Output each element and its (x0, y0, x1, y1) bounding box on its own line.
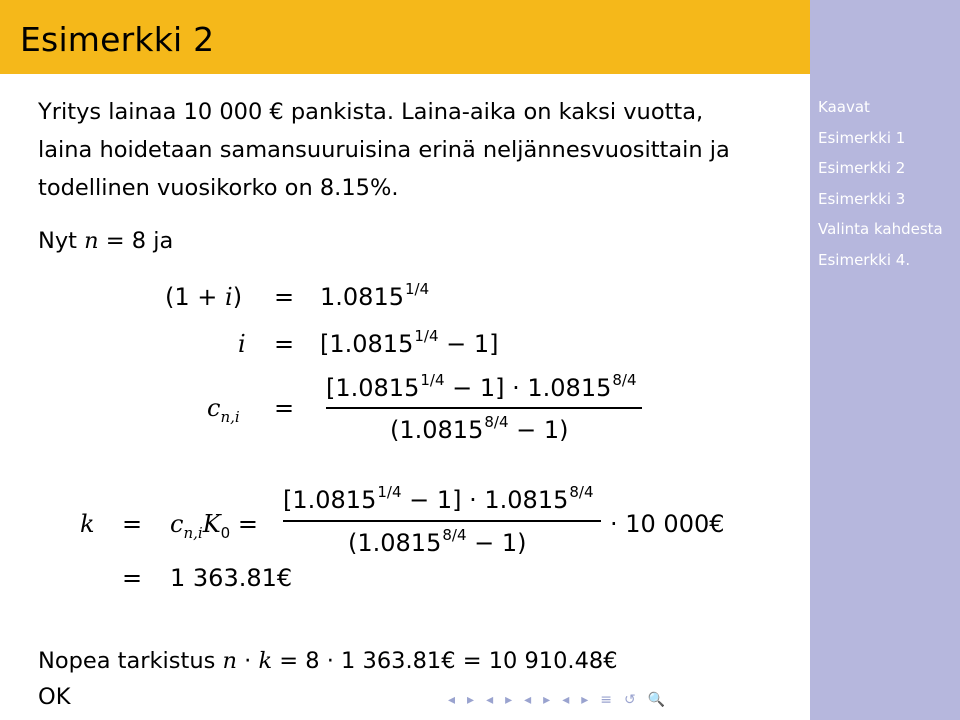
equation-2-lhs (238, 330, 246, 358)
nyt-rest: = 8 ja (105, 228, 174, 254)
problem-paragraph (38, 93, 798, 207)
eq2-open: [1.0815 (320, 330, 414, 358)
nav-next-subsection-icon[interactable]: ▸ (543, 692, 551, 708)
equation-4-middle (170, 510, 258, 542)
fraction-2-denominator (348, 526, 527, 557)
fraction-2-numerator (283, 483, 594, 514)
paragraph-line: todellinen vuosikorko on 8.15%. (38, 175, 399, 201)
equation-4-lhs (80, 510, 95, 538)
den-open: (1.0815 (390, 416, 484, 444)
c-var-2: c (170, 510, 184, 538)
fraction-1-denominator (390, 413, 569, 444)
den-close: − 1) (516, 416, 569, 444)
nyt-prefix: Nyt (38, 228, 77, 254)
frame-title: Esimerkki 2 (20, 20, 215, 59)
num2-mid: − 1] · 1.0815 (409, 486, 569, 514)
equation-1-lhs (165, 283, 242, 311)
sidebar-item-esimerkki-3[interactable]: Esimerkki 3 (818, 189, 906, 208)
nav-back-icon[interactable]: ↺ (623, 692, 636, 708)
eq2-exponent: 1/4 (414, 327, 439, 345)
check-k: k (258, 648, 273, 674)
fraction-1-bar (326, 407, 642, 409)
quick-check (38, 648, 618, 674)
K-var: K (202, 510, 221, 538)
nav-prev-slide-icon[interactable]: ◂ (448, 692, 456, 708)
eq1-exponent: 1/4 (404, 280, 430, 298)
den2-close: − 1) (474, 529, 527, 557)
k-var: k (80, 510, 95, 538)
eq1-lhs-open: (1 + (165, 283, 218, 311)
nav-next-section-icon[interactable]: ▸ (581, 692, 589, 708)
equation-5-equals: = (122, 564, 143, 592)
eq1-lhs-var: i (225, 283, 233, 311)
multiplied-amount: · 10 000€ (610, 510, 725, 538)
equation-4-equals: = (122, 510, 143, 538)
equation-1-equals: = (274, 283, 295, 311)
fraction-1-numerator (326, 371, 637, 402)
equation-1-rhs (320, 280, 430, 311)
sidebar-item-esimerkki-4[interactable]: Esimerkki 4. (818, 250, 911, 269)
nyt-line (38, 228, 173, 254)
eq1-base: 1.0815 (320, 283, 404, 311)
num2-open: [1.0815 (283, 486, 377, 514)
nyt-variable: n (84, 228, 99, 254)
den2-exponent: 8/4 (442, 526, 467, 544)
num-exponent-1: 1/4 (420, 371, 445, 389)
paragraph-line: laina hoidetaan samansuuruisina erinä neljännesvuosittain ja (38, 137, 730, 163)
nav-prev-subsection-icon[interactable]: ◂ (524, 692, 532, 708)
eq2-close: − 1] (446, 330, 499, 358)
eq1-lhs-close: ) (232, 283, 243, 311)
K-subscript: 0 (220, 524, 231, 542)
nav-next-frame-icon[interactable]: ▸ (505, 692, 513, 708)
ok-text: OK (38, 684, 71, 710)
equation-3-lhs (207, 394, 240, 426)
den2-open: (1.0815 (348, 529, 442, 557)
num-mid: − 1] · 1.0815 (452, 374, 612, 402)
nav-prev-frame-icon[interactable]: ◂ (486, 692, 494, 708)
paragraph-line: Yritys lainaa 10 000 € pankista. Laina-aika on kaksi vuotta, (38, 99, 704, 125)
check-dot: · (244, 648, 252, 674)
equation-2-rhs (320, 327, 499, 358)
sidebar (810, 0, 960, 720)
num-open: [1.0815 (326, 374, 420, 402)
den-exponent: 8/4 (484, 413, 509, 431)
num-exponent-2: 8/4 (612, 371, 637, 389)
nav-prev-section-icon[interactable]: ◂ (562, 692, 570, 708)
eq2-var: i (238, 330, 246, 358)
sidebar-item-esimerkki-2[interactable]: Esimerkki 2 (818, 159, 906, 177)
c-subscript-2: n,i (183, 524, 203, 542)
sidebar-item-valinta-kahdesta[interactable]: Valinta kahdesta (818, 220, 943, 238)
equation-4-equals-2: = (237, 510, 258, 538)
c-var: c (207, 394, 221, 422)
sidebar-item-kaavat[interactable]: Kaavat (818, 98, 870, 116)
check-prefix: Nopea tarkistus (38, 648, 216, 674)
equation-3-equals: = (274, 394, 295, 422)
check-n: n (222, 648, 237, 674)
fraction-2-bar (283, 520, 601, 522)
beamer-navigation (448, 693, 665, 707)
check-rest: = 8 · 1 363.81€ = 10 910.48€ (279, 648, 618, 674)
num2-exponent-1: 1/4 (377, 483, 402, 501)
equation-5-result: 1 363.81€ (170, 564, 293, 592)
sidebar-item-esimerkki-1[interactable]: Esimerkki 1 (818, 128, 906, 147)
nav-next-slide-icon[interactable]: ▸ (467, 692, 475, 708)
sidebar-list (818, 98, 943, 281)
nav-align-icon[interactable]: ≡ (600, 692, 612, 708)
nav-search-icon[interactable]: 🔍 (647, 692, 666, 708)
c-subscript: n,i (220, 408, 240, 426)
equation-2-equals: = (274, 330, 295, 358)
num2-exponent-2: 8/4 (569, 483, 594, 501)
